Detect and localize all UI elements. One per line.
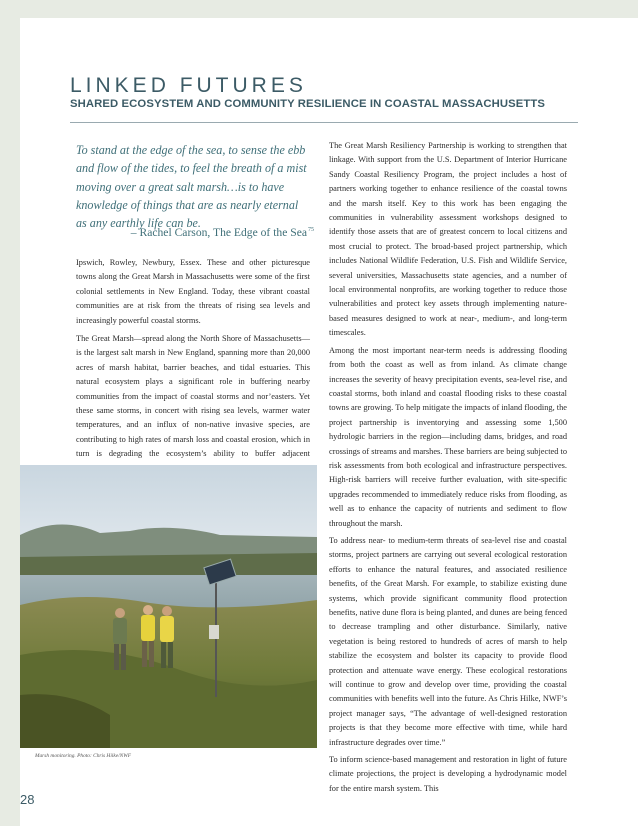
photo-illustration (20, 465, 317, 748)
photo-caption: Marsh monitoring. Photo: Chris Hilke/NWF (35, 753, 131, 759)
right-paragraph: To inform science-based management and restoration in light of future climate projections, the project is developing a hydrodynamic model for the entire marsh system. This (329, 755, 567, 793)
epigraph-quote: To stand at the edge of the sea, to sense the ebb and flow of the tides, to feel the breath of a mist moving over a great salt marsh…is to have knowledge of things that are as nearly eternal as any earthly life can be. (76, 143, 307, 231)
page-subtitle: SHARED ECOSYSTEM AND COMMUNITY RESILIENCE IN COASTAL MASSACHUSETTS (70, 98, 546, 110)
right-paragraph: Among the most important near-term needs is addressing flooding from both the coast as well as from inland. As climate change increases the severity of heavy precipitation events, sea-level rise, and coastal storms, both inland and coastal flooding risks to these coastal towns are growing. To help mitigate the impacts of inland flooding, the project partnership is inventorying and assessing some 1,500 hydrologic barriers in the region—including dams, bridges, and road crossings of streams and marshes. These barriers are being subjected to risk assessments from both ecological and infrastructure perspectives. High-risk barriers will receive further evaluation, with site-specific upgrades recommended to immediately reduce risks from flooding, as well as to enhance the capacity of nutrients and sediment to flow throughout the marsh. (329, 345, 567, 528)
page-number: 28 (20, 792, 35, 807)
left-paragraph: Ipswich, Rowley, Newbury, Essex. These and other picturesque towns along the Great Marsh in Massachusetts were some of the first colonial settlements in New England. Today, these vibrant coastal communities are at risk from the threats of rising sea levels and increasingly powerful coastal storms. (76, 258, 310, 325)
right-paragraph: To address near- to medium-term threats of sea-level rise and coastal storms, project partners are carrying out several ecological restoration efforts to enhance the natural features, and associated resilience benefits, of the Great Marsh. For example, to stabilize existing dune systems, which provide significant community flood protection benefits, native dune flora is being planted, and dunes are being fenced to decrease trampling and other disturbance. Similarly, native vegetation is being restored to hundreds of acres of marsh to help stabilize the ecosystem and bolster its capacity to provide flood protection and attenuate wave energy. These ecological restorations will continue to grow and develop over time, providing the coastal communities with benefits well into the future. As Chris Hilke, NWF’s project manager says, “The advantage of well-designed restoration projects is that they become more effective with time, while hard infrastructure degrades over time.” (329, 535, 567, 747)
marsh-monitoring-photo (20, 465, 317, 748)
left-decorative-band (0, 0, 20, 826)
top-decorative-band (0, 0, 638, 18)
right-paragraph: The Great Marsh Resiliency Partnership is working to strengthen that linkage. With support from the U.S. Department of Interior Hurricane Sandy Coastal Resiliency Program, the project includes a host of partners working together to enhance resilience of the coastal towns and the marsh itself. Key to this work has been engaging the communities in vulnerability assessment workshops designed to identify those assets that are of greatest concern to local citizens and most crucial to protect. The broad-based project partnership, which includes National Wildlife Federation, U.S. Fish and Wildlife Service, several universities, Massachusetts state agencies, and a number of local environmental nonprofits, are working together to reduce those vulnerabilities and protect key assets through implementing nature-based measures designed to work at near-, medium-, and long-term timescales. (329, 141, 567, 338)
footnote-marker: 75 (308, 227, 314, 233)
title-divider (70, 122, 578, 123)
sensor-box (209, 625, 219, 639)
left-paragraph: The Great Marsh—spread along the North Shore of Massachusetts—is the largest salt marsh in New England, spanning more than 20,000 acres of marsh habitat, barrier beaches, and tidal estuaries. This natural ecosystem plays a significant role in buffering nearby communities from the impact of coastal storms and nor’easters. Yet these same storms, in concert with rising sea levels, warmer water temperatures, and an influx of non-native invasive species, are contributing to high rates of marsh loss and coastal erosion, which in turn is degrading the ecosystem’s ability to buffer adjacent (76, 334, 310, 459)
quote-attribution (76, 226, 314, 239)
page-title: LINKED FUTURES (70, 74, 307, 97)
quote-attribution-text: – Rachel Carson, The Edge of the Sea (130, 226, 307, 239)
right-text-column (329, 139, 567, 796)
